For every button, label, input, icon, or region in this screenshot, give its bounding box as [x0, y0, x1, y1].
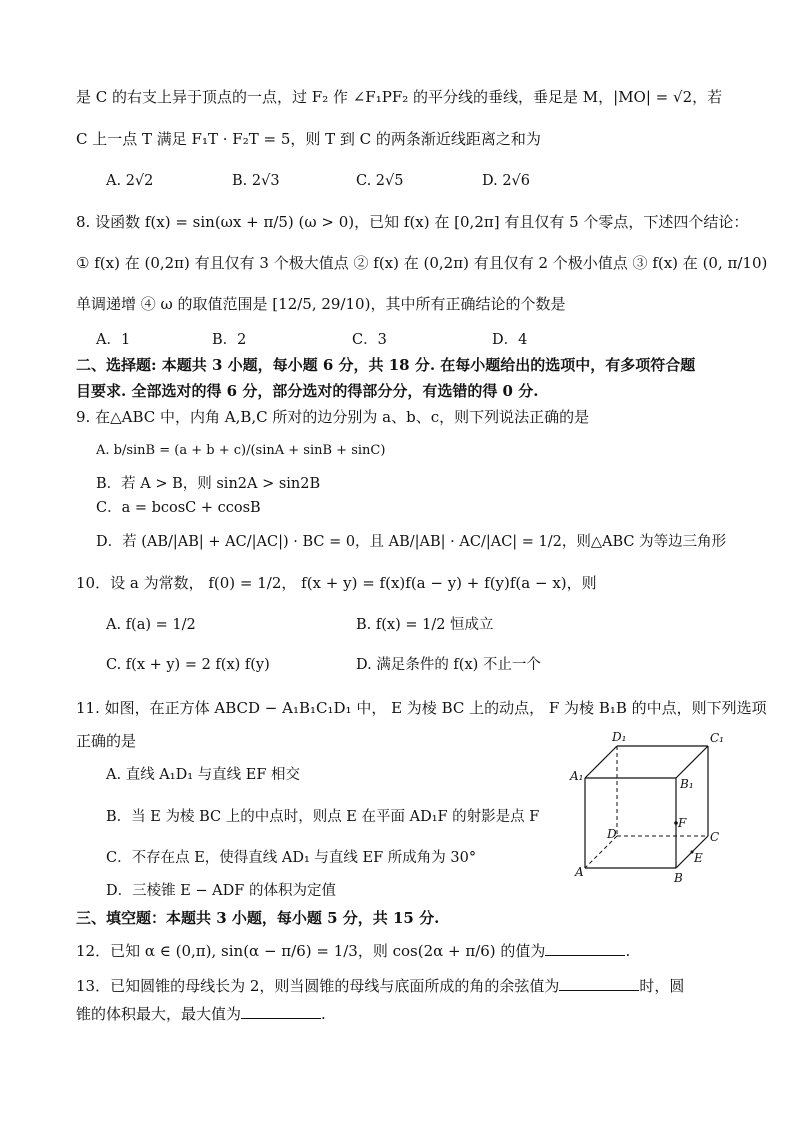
q10-option-c: C. f(x + y) = 2 f(x) f(y) — [106, 657, 270, 673]
q9-option-c: C．a = bcosC + ccosB — [96, 500, 261, 516]
q9-option-d: D．若 (AB/|AB| + AC/|AC|) · BC = 0，且 AB/|AB| · AC/|AC| = 1/2，则△ABC 为等边三角形 — [96, 534, 727, 550]
q7-option-b: B. 2√3 — [232, 173, 280, 189]
q13-line-1 — [76, 975, 684, 997]
q11-option-a: A. 直线 A₁D₁ 与直线 EF 相交 — [106, 767, 300, 783]
q10-option-a: A. f(a) = 1/2 — [106, 617, 196, 633]
section-2-heading-line-1: 二、选择题: 本题共 3 小题，每小题 6 分，共 18 分. 在每小题给出的选项中，有多项符合题 — [76, 356, 696, 374]
q13-text-b: 时，圆 — [639, 977, 685, 995]
q7-option-a: A. 2√2 — [106, 173, 154, 189]
q11-option-d: D．三棱锥 E − ADF 的体积为定值 — [106, 883, 336, 899]
q12-answer-blank[interactable] — [545, 941, 625, 956]
q11-line-2: 正确的是 — [76, 732, 137, 750]
label-d: D — [607, 827, 617, 841]
q9-option-a: A. b/sinB = (a + b + c)/(sinA + sinB + sinC) — [96, 443, 386, 458]
q8-option-b: B．2 — [212, 332, 247, 348]
edge-a1-d1 — [585, 746, 617, 778]
label-a: A — [575, 865, 584, 879]
q7-line-2: C 上一点 T 满足 F₁T · F₂T = 5，则 T 到 C 的两条渐近线距离之和为 — [76, 130, 541, 148]
section-3-heading: 三、填空题：本题共 3 小题，每小题 5 分，共 15 分. — [76, 909, 440, 927]
label-a1: A₁ — [570, 769, 584, 783]
q11-line-1: 11. 如图，在正方体 ABCD − A₁B₁C₁D₁ 中， E 为棱 BC 上的动点， F 为棱 B₁B 的中点，则下列选项 — [76, 699, 767, 717]
q8-option-c: C．3 — [352, 332, 387, 348]
label-e: E — [694, 851, 703, 865]
q13-text-a: 13．已知圆锥的母线长为 2，则当圆锥的母线与底面所成的角的余弦值为 — [76, 977, 560, 995]
q10-option-d: D. 满足条件的 f(x) 不止一个 — [356, 657, 541, 673]
section-2-heading-line-2: 目要求. 全部选对的得 6 分，部分选对的得部分分，有选错的得 0 分. — [76, 382, 539, 400]
q8-line-3: 单调递增 ④ ω 的取值范围是 [12/5, 29/10)，其中所有正确结论的个数是 — [76, 295, 566, 313]
q13-text-c: 锥的体积最大，最大值为 — [76, 1005, 242, 1023]
q12-line: 12．已知 α ∈ (0,π), sin(α − π/6) = 1/3，则 cos(2α + π/6) 的值为 . — [76, 942, 631, 960]
label-c: C — [710, 830, 720, 844]
edge-c1-b1 — [676, 746, 708, 778]
label-f: F — [678, 816, 687, 830]
q13-line-2: 锥的体积最大，最大值为 . — [76, 1005, 326, 1023]
label-b: B — [674, 871, 683, 885]
q13-answer-blank-1[interactable] — [559, 976, 639, 991]
label-b1: B₁ — [680, 777, 694, 791]
q7-line-1: 是 C 的右支上异于顶点的一点，过 F₂ 作 ∠F₁PF₂ 的平分线的垂线，垂足是 M，|MO| = √2，若 — [76, 88, 723, 106]
q7-option-d: D. 2√6 — [482, 173, 531, 189]
q8-line-2: ① f(x) 在 (0,2π) 有且仅有 3 个极大值点 ② f(x) 在 (0,2π) 有且仅有 2 个极小值点 ③ f(x) 在 (0, π/10) — [76, 254, 768, 272]
q12-text: 12．已知 α ∈ (0,π), sin(α − π/6) = 1/3，则 cos(2α + π/6) 的值为 — [76, 942, 546, 960]
q9-option-b: B．若 A > B，则 sin2A > sin2B — [96, 476, 321, 492]
label-d1: D₁ — [612, 730, 627, 744]
q10-stem: 10．设 a 为常数， f(0) = 1/2， f(x + y) = f(x)f(a − y) + f(y)f(a − x)，则 — [76, 574, 597, 592]
q7-option-c: C. 2√5 — [356, 173, 404, 189]
cube-figure — [560, 728, 750, 888]
q11-option-b: B．当 E 为棱 BC 上的中点时，则点 E 在平面 AD₁F 的射影是点 F — [106, 809, 540, 825]
q8-option-d: D．4 — [492, 332, 528, 348]
q8-line-1: 8. 设函数 f(x) = sin(ωx + π/5) (ω > 0)，已知 f(x) 在 [0,2π] 有且仅有 5 个零点，下述四个结论： — [76, 213, 749, 231]
q8-option-a: A．1 — [96, 332, 131, 348]
q13-answer-blank-2[interactable] — [241, 1004, 321, 1019]
label-c1: C₁ — [710, 731, 724, 745]
q11-option-c: C．不存在点 E，使得直线 AD₁ 与直线 EF 所成角为 30° — [106, 850, 477, 866]
q10-option-b: B. f(x) = 1/2 恒成立 — [356, 617, 494, 633]
q9-stem: 9. 在△ABC 中，内角 A,B,C 所对的边分别为 a、b、c，则下列说法正确的是 — [76, 408, 590, 426]
